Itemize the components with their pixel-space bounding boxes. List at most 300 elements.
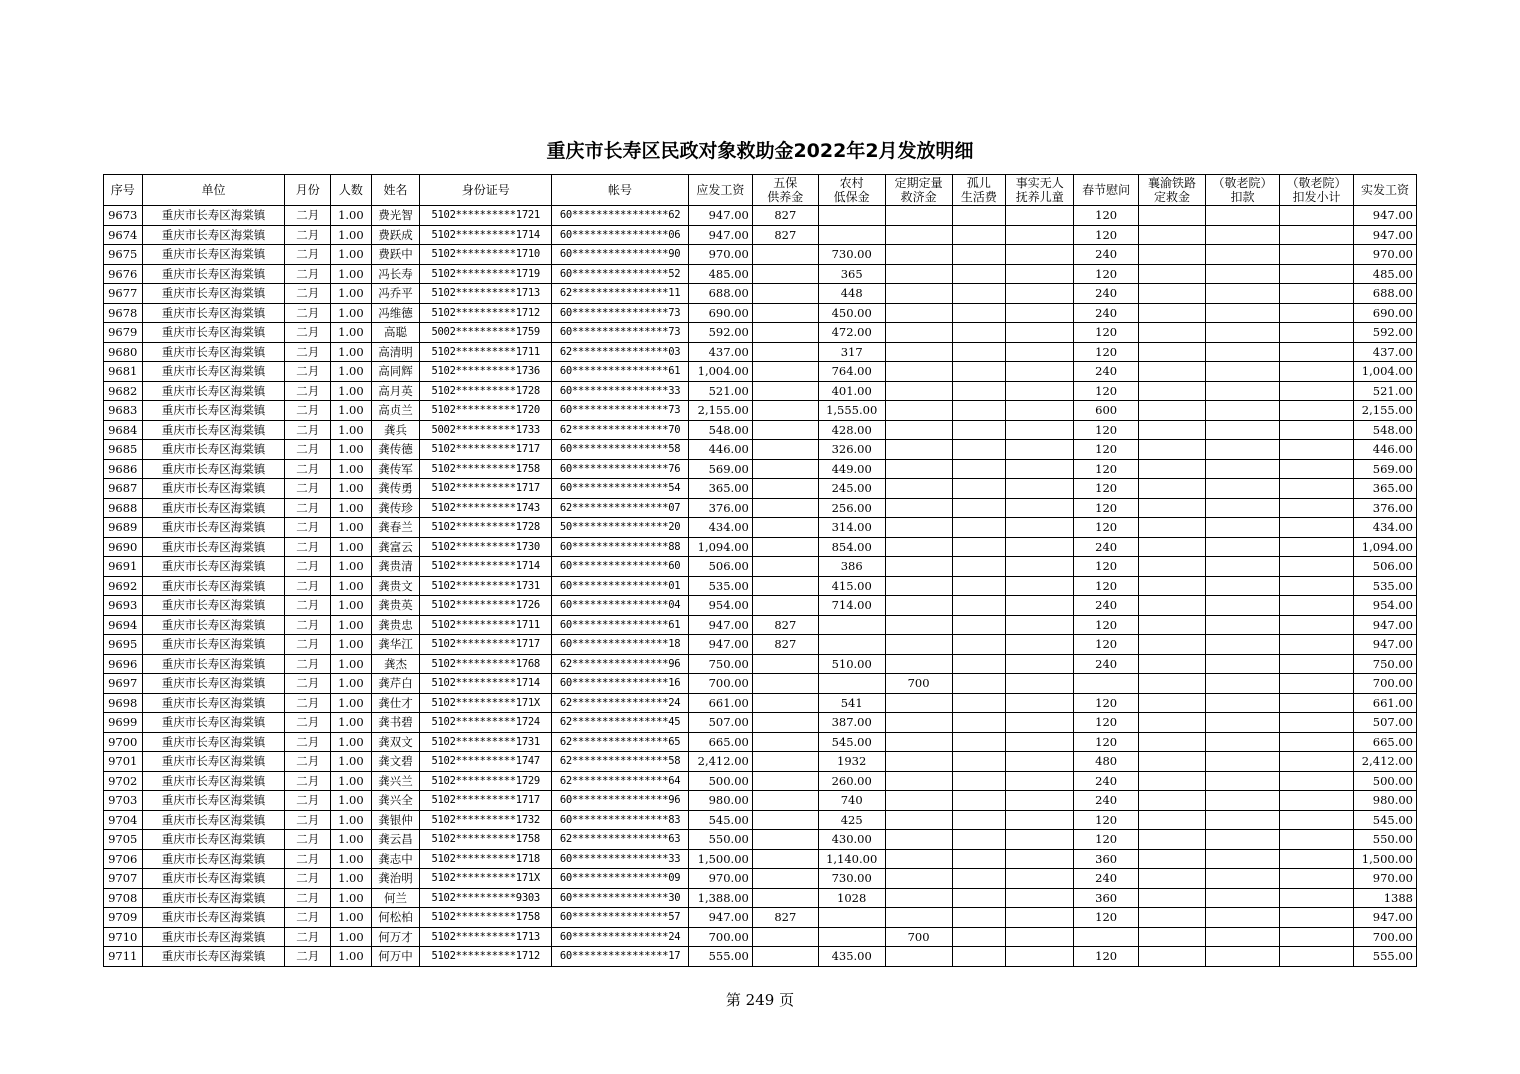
cell-de-facto-orphan (1006, 771, 1074, 791)
cell-net-pay: 437.00 (1353, 342, 1416, 362)
cell-month: 二月 (285, 635, 331, 655)
cell-nursing-home-deduction (1205, 869, 1279, 889)
cell-xiangyu-railway (1139, 849, 1206, 869)
cell-month: 二月 (285, 362, 331, 382)
cell-nursing-home-subtotal (1279, 771, 1353, 791)
cell-rural-dibao: 415.00 (818, 576, 885, 596)
table-row (104, 323, 1417, 343)
cell-name: 高聪 (371, 323, 420, 343)
cell-name: 龚书碧 (371, 713, 420, 733)
cell-seq: 9686 (104, 459, 143, 479)
cell-wubao-support (752, 420, 818, 440)
cell-de-facto-orphan (1006, 713, 1074, 733)
cell-wubao-support (752, 791, 818, 811)
table-row (104, 654, 1417, 674)
cell-regular-relief: 700 (885, 674, 952, 694)
cell-nursing-home-subtotal (1279, 537, 1353, 557)
cell-spring-festival: 120 (1074, 830, 1139, 850)
table-row (104, 245, 1417, 265)
cell-name: 龚治明 (371, 869, 420, 889)
cell-de-facto-orphan (1006, 576, 1074, 596)
cell-gross-pay: 1,500.00 (688, 849, 752, 869)
cell-orphan-living (952, 654, 1006, 674)
cell-account: 60****************58 (552, 440, 689, 460)
cell-wubao-support (752, 342, 818, 362)
cell-regular-relief (885, 537, 952, 557)
cell-nursing-home-deduction (1205, 830, 1279, 850)
cell-unit: 重庆市长寿区海棠镇 (142, 342, 285, 362)
cell-rural-dibao: 401.00 (818, 381, 885, 401)
cell-de-facto-orphan (1006, 752, 1074, 772)
cell-id-number: 5102**********1717 (420, 635, 552, 655)
cell-orphan-living (952, 284, 1006, 304)
cell-rural-dibao: 260.00 (818, 771, 885, 791)
cell-count: 1.00 (331, 498, 372, 518)
cell-orphan-living (952, 596, 1006, 616)
cell-orphan-living (952, 732, 1006, 752)
cell-de-facto-orphan (1006, 518, 1074, 538)
cell-nursing-home-deduction (1205, 342, 1279, 362)
cell-count: 1.00 (331, 635, 372, 655)
cell-gross-pay: 665.00 (688, 732, 752, 752)
cell-wubao-support (752, 303, 818, 323)
cell-rural-dibao (818, 674, 885, 694)
cell-xiangyu-railway (1139, 713, 1206, 733)
cell-spring-festival: 120 (1074, 459, 1139, 479)
cell-de-facto-orphan (1006, 264, 1074, 284)
table-row (104, 381, 1417, 401)
cell-xiangyu-railway (1139, 440, 1206, 460)
cell-nursing-home-subtotal (1279, 947, 1353, 967)
cell-seq: 9677 (104, 284, 143, 304)
cell-count: 1.00 (331, 927, 372, 947)
table-row (104, 264, 1417, 284)
cell-month: 二月 (285, 947, 331, 967)
cell-month: 二月 (285, 323, 331, 343)
cell-nursing-home-subtotal (1279, 869, 1353, 889)
cell-unit: 重庆市长寿区海棠镇 (142, 323, 285, 343)
cell-nursing-home-deduction (1205, 615, 1279, 635)
cell-month: 二月 (285, 557, 331, 577)
cell-xiangyu-railway (1139, 245, 1206, 265)
cell-id-number: 5102**********1710 (420, 245, 552, 265)
cell-xiangyu-railway (1139, 576, 1206, 596)
cell-de-facto-orphan (1006, 693, 1074, 713)
cell-count: 1.00 (331, 791, 372, 811)
header-unit: 单位 (142, 175, 285, 206)
cell-nursing-home-subtotal (1279, 927, 1353, 947)
cell-gross-pay: 750.00 (688, 654, 752, 674)
cell-unit: 重庆市长寿区海棠镇 (142, 830, 285, 850)
cell-orphan-living (952, 693, 1006, 713)
cell-account: 62****************63 (552, 830, 689, 850)
cell-name: 龚杰 (371, 654, 420, 674)
cell-id-number: 5102**********1768 (420, 654, 552, 674)
cell-month: 二月 (285, 771, 331, 791)
cell-count: 1.00 (331, 342, 372, 362)
cell-spring-festival: 240 (1074, 654, 1139, 674)
cell-account: 62****************58 (552, 752, 689, 772)
cell-nursing-home-subtotal (1279, 791, 1353, 811)
cell-gross-pay: 947.00 (688, 908, 752, 928)
cell-name: 龚文碧 (371, 752, 420, 772)
table-row (104, 849, 1417, 869)
cell-unit: 重庆市长寿区海棠镇 (142, 303, 285, 323)
cell-xiangyu-railway (1139, 869, 1206, 889)
cell-name: 高月英 (371, 381, 420, 401)
cell-count: 1.00 (331, 479, 372, 499)
cell-orphan-living (952, 830, 1006, 850)
cell-wubao-support (752, 849, 818, 869)
cell-orphan-living (952, 869, 1006, 889)
cell-seq: 9711 (104, 947, 143, 967)
cell-name: 龚兴兰 (371, 771, 420, 791)
cell-xiangyu-railway (1139, 830, 1206, 850)
cell-seq: 9678 (104, 303, 143, 323)
cell-month: 二月 (285, 498, 331, 518)
cell-regular-relief (885, 908, 952, 928)
cell-seq: 9701 (104, 752, 143, 772)
cell-nursing-home-deduction (1205, 401, 1279, 421)
cell-de-facto-orphan (1006, 830, 1074, 850)
cell-xiangyu-railway (1139, 206, 1206, 226)
cell-unit: 重庆市长寿区海棠镇 (142, 849, 285, 869)
cell-xiangyu-railway (1139, 732, 1206, 752)
cell-id-number: 5102**********1711 (420, 615, 552, 635)
cell-name: 龚贵清 (371, 557, 420, 577)
cell-unit: 重庆市长寿区海棠镇 (142, 888, 285, 908)
cell-rural-dibao: 1932 (818, 752, 885, 772)
cell-spring-festival: 240 (1074, 596, 1139, 616)
cell-orphan-living (952, 791, 1006, 811)
cell-rural-dibao: 317 (818, 342, 885, 362)
cell-count: 1.00 (331, 908, 372, 928)
cell-unit: 重庆市长寿区海棠镇 (142, 927, 285, 947)
cell-wubao-support (752, 537, 818, 557)
cell-regular-relief (885, 206, 952, 226)
cell-xiangyu-railway (1139, 537, 1206, 557)
cell-regular-relief (885, 654, 952, 674)
cell-orphan-living (952, 615, 1006, 635)
cell-xiangyu-railway (1139, 225, 1206, 245)
cell-account: 60****************18 (552, 635, 689, 655)
cell-spring-festival: 240 (1074, 284, 1139, 304)
cell-de-facto-orphan (1006, 245, 1074, 265)
cell-gross-pay: 700.00 (688, 927, 752, 947)
cell-month: 二月 (285, 713, 331, 733)
cell-orphan-living (952, 908, 1006, 928)
cell-nursing-home-deduction (1205, 381, 1279, 401)
cell-gross-pay: 980.00 (688, 791, 752, 811)
cell-orphan-living (952, 810, 1006, 830)
header-count: 人数 (331, 175, 372, 206)
cell-rural-dibao: 714.00 (818, 596, 885, 616)
cell-wubao-support (752, 498, 818, 518)
cell-spring-festival: 480 (1074, 752, 1139, 772)
header-seq: 序号 (104, 175, 143, 206)
cell-unit: 重庆市长寿区海棠镇 (142, 440, 285, 460)
cell-de-facto-orphan (1006, 479, 1074, 499)
cell-xiangyu-railway (1139, 323, 1206, 343)
header-net-pay: 实发工资 (1353, 175, 1416, 206)
cell-nursing-home-subtotal (1279, 654, 1353, 674)
cell-month: 二月 (285, 888, 331, 908)
cell-net-pay: 365.00 (1353, 479, 1416, 499)
cell-account: 60****************16 (552, 674, 689, 694)
cell-count: 1.00 (331, 225, 372, 245)
cell-orphan-living (952, 674, 1006, 694)
cell-nursing-home-subtotal (1279, 264, 1353, 284)
cell-net-pay: 688.00 (1353, 284, 1416, 304)
table-row (104, 693, 1417, 713)
cell-wubao-support (752, 264, 818, 284)
cell-spring-festival (1074, 674, 1139, 694)
cell-nursing-home-subtotal (1279, 479, 1353, 499)
cell-spring-festival: 120 (1074, 323, 1139, 343)
cell-month: 二月 (285, 284, 331, 304)
cell-id-number: 5002**********1733 (420, 420, 552, 440)
cell-nursing-home-subtotal (1279, 225, 1353, 245)
cell-account: 62****************64 (552, 771, 689, 791)
cell-spring-festival: 120 (1074, 420, 1139, 440)
cell-rural-dibao: 256.00 (818, 498, 885, 518)
cell-unit: 重庆市长寿区海棠镇 (142, 576, 285, 596)
cell-nursing-home-subtotal (1279, 596, 1353, 616)
cell-seq: 9694 (104, 615, 143, 635)
cell-count: 1.00 (331, 440, 372, 460)
cell-month: 二月 (285, 752, 331, 772)
cell-seq: 9691 (104, 557, 143, 577)
cell-de-facto-orphan (1006, 206, 1074, 226)
cell-orphan-living (952, 752, 1006, 772)
cell-account: 60****************52 (552, 264, 689, 284)
cell-spring-festival: 360 (1074, 888, 1139, 908)
cell-nursing-home-deduction (1205, 908, 1279, 928)
cell-gross-pay: 688.00 (688, 284, 752, 304)
cell-rural-dibao: 510.00 (818, 654, 885, 674)
table-row (104, 732, 1417, 752)
cell-month: 二月 (285, 693, 331, 713)
cell-orphan-living (952, 362, 1006, 382)
cell-seq: 9689 (104, 518, 143, 538)
cell-orphan-living (952, 479, 1006, 499)
cell-xiangyu-railway (1139, 674, 1206, 694)
cell-rural-dibao: 386 (818, 557, 885, 577)
cell-de-facto-orphan (1006, 849, 1074, 869)
cell-regular-relief (885, 752, 952, 772)
cell-count: 1.00 (331, 732, 372, 752)
cell-orphan-living (952, 342, 1006, 362)
cell-rural-dibao: 1,555.00 (818, 401, 885, 421)
cell-regular-relief (885, 264, 952, 284)
cell-regular-relief (885, 284, 952, 304)
cell-net-pay: 500.00 (1353, 771, 1416, 791)
cell-id-number: 5102**********1714 (420, 225, 552, 245)
table-row (104, 303, 1417, 323)
cell-regular-relief (885, 440, 952, 460)
cell-de-facto-orphan (1006, 635, 1074, 655)
cell-spring-festival: 120 (1074, 342, 1139, 362)
cell-xiangyu-railway (1139, 791, 1206, 811)
cell-name: 何万中 (371, 947, 420, 967)
table-row (104, 791, 1417, 811)
cell-account: 62****************11 (552, 284, 689, 304)
cell-de-facto-orphan (1006, 732, 1074, 752)
cell-wubao-support (752, 732, 818, 752)
cell-gross-pay: 1,004.00 (688, 362, 752, 382)
cell-gross-pay: 947.00 (688, 206, 752, 226)
cell-wubao-support (752, 810, 818, 830)
cell-name: 龚华江 (371, 635, 420, 655)
cell-nursing-home-subtotal (1279, 830, 1353, 850)
cell-gross-pay: 535.00 (688, 576, 752, 596)
cell-count: 1.00 (331, 888, 372, 908)
cell-wubao-support (752, 518, 818, 538)
cell-spring-festival: 120 (1074, 908, 1139, 928)
table-row (104, 888, 1417, 908)
cell-regular-relief (885, 810, 952, 830)
cell-rural-dibao (818, 225, 885, 245)
cell-id-number: 5102**********1717 (420, 479, 552, 499)
cell-wubao-support (752, 401, 818, 421)
cell-de-facto-orphan (1006, 498, 1074, 518)
cell-regular-relief (885, 557, 952, 577)
cell-unit: 重庆市长寿区海棠镇 (142, 264, 285, 284)
header-xiangyu-railway: 襄渝铁路 定救金 (1139, 175, 1206, 206)
cell-seq: 9688 (104, 498, 143, 518)
cell-regular-relief (885, 342, 952, 362)
cell-month: 二月 (285, 654, 331, 674)
cell-account: 60****************60 (552, 557, 689, 577)
cell-regular-relief (885, 947, 952, 967)
cell-de-facto-orphan (1006, 303, 1074, 323)
cell-seq: 9674 (104, 225, 143, 245)
cell-nursing-home-subtotal (1279, 888, 1353, 908)
table-row (104, 615, 1417, 635)
table-row (104, 869, 1417, 889)
table-row (104, 596, 1417, 616)
cell-rural-dibao: 435.00 (818, 947, 885, 967)
cell-gross-pay: 690.00 (688, 303, 752, 323)
cell-count: 1.00 (331, 596, 372, 616)
cell-net-pay: 947.00 (1353, 908, 1416, 928)
cell-net-pay: 700.00 (1353, 927, 1416, 947)
cell-gross-pay: 661.00 (688, 693, 752, 713)
cell-xiangyu-railway (1139, 557, 1206, 577)
cell-net-pay: 521.00 (1353, 381, 1416, 401)
cell-account: 60****************09 (552, 869, 689, 889)
cell-nursing-home-deduction (1205, 674, 1279, 694)
cell-name: 龚仕才 (371, 693, 420, 713)
cell-seq: 9696 (104, 654, 143, 674)
cell-net-pay: 690.00 (1353, 303, 1416, 323)
cell-regular-relief (885, 713, 952, 733)
cell-id-number: 5102**********1712 (420, 947, 552, 967)
cell-xiangyu-railway (1139, 888, 1206, 908)
cell-de-facto-orphan (1006, 225, 1074, 245)
table-row (104, 810, 1417, 830)
cell-spring-festival: 120 (1074, 498, 1139, 518)
cell-orphan-living (952, 849, 1006, 869)
cell-id-number: 5102**********1747 (420, 752, 552, 772)
cell-de-facto-orphan (1006, 615, 1074, 635)
table-row (104, 557, 1417, 577)
cell-nursing-home-deduction (1205, 537, 1279, 557)
header-account: 帐号 (552, 175, 689, 206)
cell-net-pay: 550.00 (1353, 830, 1416, 850)
cell-account: 60****************01 (552, 576, 689, 596)
cell-count: 1.00 (331, 771, 372, 791)
cell-rural-dibao: 425 (818, 810, 885, 830)
cell-seq: 9706 (104, 849, 143, 869)
table-row (104, 284, 1417, 304)
cell-account: 60****************57 (552, 908, 689, 928)
cell-nursing-home-subtotal (1279, 518, 1353, 538)
cell-id-number: 5102**********1714 (420, 557, 552, 577)
cell-spring-festival: 120 (1074, 635, 1139, 655)
cell-regular-relief (885, 732, 952, 752)
cell-regular-relief (885, 498, 952, 518)
cell-wubao-support (752, 381, 818, 401)
cell-rural-dibao: 730.00 (818, 245, 885, 265)
cell-seq: 9709 (104, 908, 143, 928)
cell-rural-dibao: 430.00 (818, 830, 885, 850)
cell-net-pay: 2,155.00 (1353, 401, 1416, 421)
cell-xiangyu-railway (1139, 362, 1206, 382)
cell-regular-relief (885, 225, 952, 245)
cell-de-facto-orphan (1006, 401, 1074, 421)
cell-xiangyu-railway (1139, 518, 1206, 538)
cell-nursing-home-deduction (1205, 713, 1279, 733)
cell-name: 龚银仲 (371, 810, 420, 830)
cell-xiangyu-railway (1139, 908, 1206, 928)
cell-nursing-home-deduction (1205, 927, 1279, 947)
cell-account: 62****************96 (552, 654, 689, 674)
cell-id-number: 5102**********1758 (420, 830, 552, 850)
cell-net-pay: 555.00 (1353, 947, 1416, 967)
cell-nursing-home-subtotal (1279, 908, 1353, 928)
cell-name: 龚富云 (371, 537, 420, 557)
cell-unit: 重庆市长寿区海棠镇 (142, 732, 285, 752)
cell-xiangyu-railway (1139, 635, 1206, 655)
cell-month: 二月 (285, 576, 331, 596)
cell-count: 1.00 (331, 537, 372, 557)
cell-spring-festival: 120 (1074, 264, 1139, 284)
table-row (104, 752, 1417, 772)
cell-month: 二月 (285, 225, 331, 245)
cell-rural-dibao (818, 206, 885, 226)
cell-de-facto-orphan (1006, 459, 1074, 479)
table-row (104, 576, 1417, 596)
cell-seq: 9708 (104, 888, 143, 908)
cell-gross-pay: 947.00 (688, 635, 752, 655)
cell-spring-festival: 120 (1074, 206, 1139, 226)
cell-id-number: 5102**********1731 (420, 576, 552, 596)
cell-de-facto-orphan (1006, 537, 1074, 557)
cell-name: 龚贵文 (371, 576, 420, 596)
cell-de-facto-orphan (1006, 810, 1074, 830)
cell-spring-festival: 240 (1074, 245, 1139, 265)
cell-rural-dibao (818, 927, 885, 947)
cell-unit: 重庆市长寿区海棠镇 (142, 498, 285, 518)
header-nursing-home-subtotal: （敬老院） 扣发小计 (1279, 175, 1353, 206)
cell-spring-festival: 120 (1074, 732, 1139, 752)
cell-id-number: 5102**********1724 (420, 713, 552, 733)
cell-nursing-home-deduction (1205, 557, 1279, 577)
cell-orphan-living (952, 440, 1006, 460)
cell-count: 1.00 (331, 245, 372, 265)
cell-de-facto-orphan (1006, 869, 1074, 889)
